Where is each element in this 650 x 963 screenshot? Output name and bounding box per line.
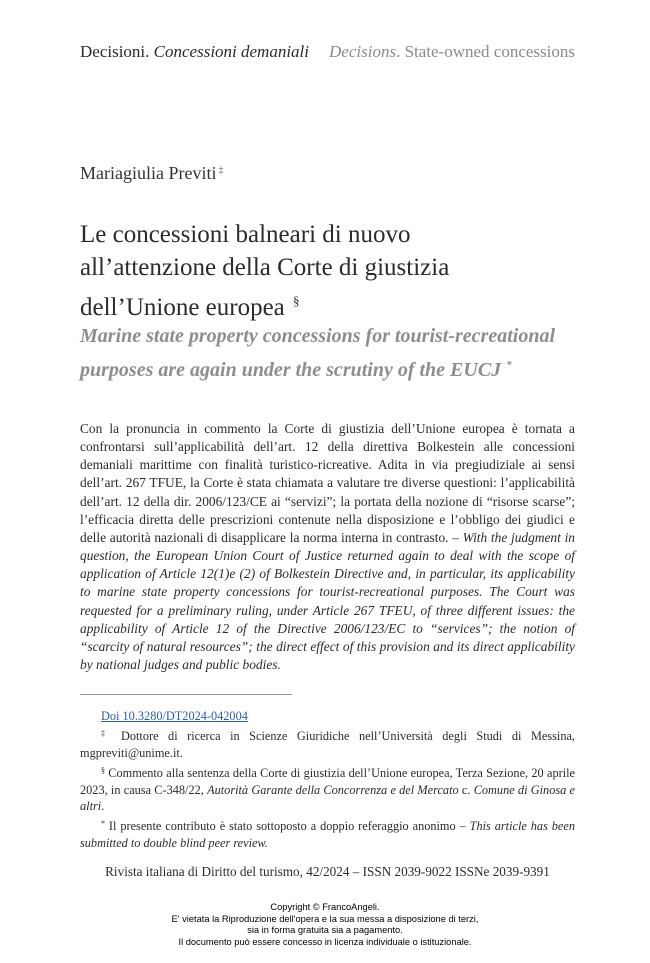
footnote-end: . xyxy=(101,799,105,814)
footnote-sep: c. xyxy=(458,782,474,797)
header-right xyxy=(329,42,575,62)
footnote-review-english: This article has been submitted to double blind peer review. xyxy=(80,819,575,850)
footnote-divider xyxy=(80,694,292,695)
running-header xyxy=(80,42,575,62)
footnote-title-text: Commento alla sentenza della Corte di giustizia dell’Unione europea, Terza Sezione, 20 aprile 2023, in causa C-348/22, xyxy=(80,766,575,797)
footnote-author xyxy=(80,726,575,761)
article-subtitle xyxy=(80,322,580,385)
footnote-review xyxy=(80,816,575,851)
copyright-line-2: E' vietata la Riproduzione dell'opera e la sua messa a disposizione di terzi, xyxy=(171,913,479,924)
title-footnote-mark: § xyxy=(293,293,300,308)
journal-info: Rivista italiana di Diritto del turismo, 42/2024 – ISSN 2039-9022 ISSNe 2039-9391 xyxy=(105,864,550,879)
doi-link[interactable]: Doi 10.3280/DT2024-042004 xyxy=(101,709,248,723)
abstract-italian: Con la pronuncia in commento la Corte di giustizia dell’Unione europea è tornata a confrontarsi sull’applicabilità dell’art. 12 della direttiva Bolkestein alle concessioni demaniali marittime con finalità turistico-ricreative. Adita in via pregiudiziale ai sensi dell’art. 267 TFUE, la Corte è stata chiamata a valutare tre diverse questioni: l’applicabilità dell’art. 12 della dir. 2006/123/CE ai “servizi”; la portata della nozione di “risorse scarse”; l’efficacia diretta delle prescrizioni contenute nella disposizione e l’obbligo dei giudici e delle autorità nazionali di disapplicare la norma interna in contrasto. – xyxy=(80,421,575,545)
abstract xyxy=(80,420,575,674)
title-line-2: all’attenzione della Corte di giustizia xyxy=(80,254,450,281)
footnotes xyxy=(80,708,575,853)
footnote-title-mark: § xyxy=(101,766,105,776)
footnote-author-text: Dottore di ricerca in Scienze Giuridiche nell’Università degli Studi di Messina, mgpreviti@unime.it. xyxy=(80,729,576,760)
author-line xyxy=(80,163,223,184)
footnote-author-mark: ‡ xyxy=(101,729,112,739)
article-title xyxy=(80,218,580,324)
author-footnote-mark: ‡ xyxy=(218,165,224,176)
subtitle-footnote-mark: * xyxy=(506,359,512,371)
footnote-review-text: Il presente contributo è stato sottoposto a doppio referaggio anonimo – xyxy=(105,819,470,834)
header-left-italic: Concessioni demaniali xyxy=(153,42,310,61)
copyright-line-1: Copyright © FrancoAngeli. xyxy=(270,902,380,912)
footnote-party-2: Comune di Ginosa e altri xyxy=(80,782,575,814)
header-right-italic: Decisions xyxy=(329,42,397,61)
copyright-line-4: Il documento può essere concesso in licenza individuale o istituzionale. xyxy=(178,936,472,947)
footnote-title xyxy=(80,763,575,814)
subtitle-line-1: Marine state property concessions for tourist-recreational xyxy=(80,325,556,347)
title-line-3: dell’Unione europea xyxy=(80,294,285,321)
header-left-plain: Decisioni. xyxy=(80,42,154,61)
abstract-english: With the judgment in question, the European Union Court of Justice returned again to deal with the scope of application of Article 12(1)e (2) of Bolkestein Directive and, in particular, its applicability to marine state property concessions for tourist-recreational purposes. The Court was requested for a preliminary ruling, under Article 267 TFEU, of three different issues: the applicability of Article 12 of the Directive 2006/123/EC to “services”; the notion of “scarcity of natural resources”; the direct effect of this provision and its direct applicability by national judges and public bodies. xyxy=(80,529,575,673)
header-left xyxy=(80,42,309,62)
copyright-notice xyxy=(0,902,650,948)
title-line-1: Le concessioni balneari di nuovo xyxy=(80,221,411,248)
copyright-line-3: sia in forma gratuita sia a pagamento. xyxy=(247,925,403,936)
footnote-party-1: Autorità Garante della Concorrenza e del Mercato xyxy=(207,782,459,797)
subtitle-line-2: purposes are again under the scrutiny of the EUCJ xyxy=(80,359,502,381)
header-right-plain: . State-owned concessions xyxy=(396,42,575,61)
footnote-review-mark: * xyxy=(101,819,105,829)
author-name: Mariagiulia Previti xyxy=(80,163,217,183)
